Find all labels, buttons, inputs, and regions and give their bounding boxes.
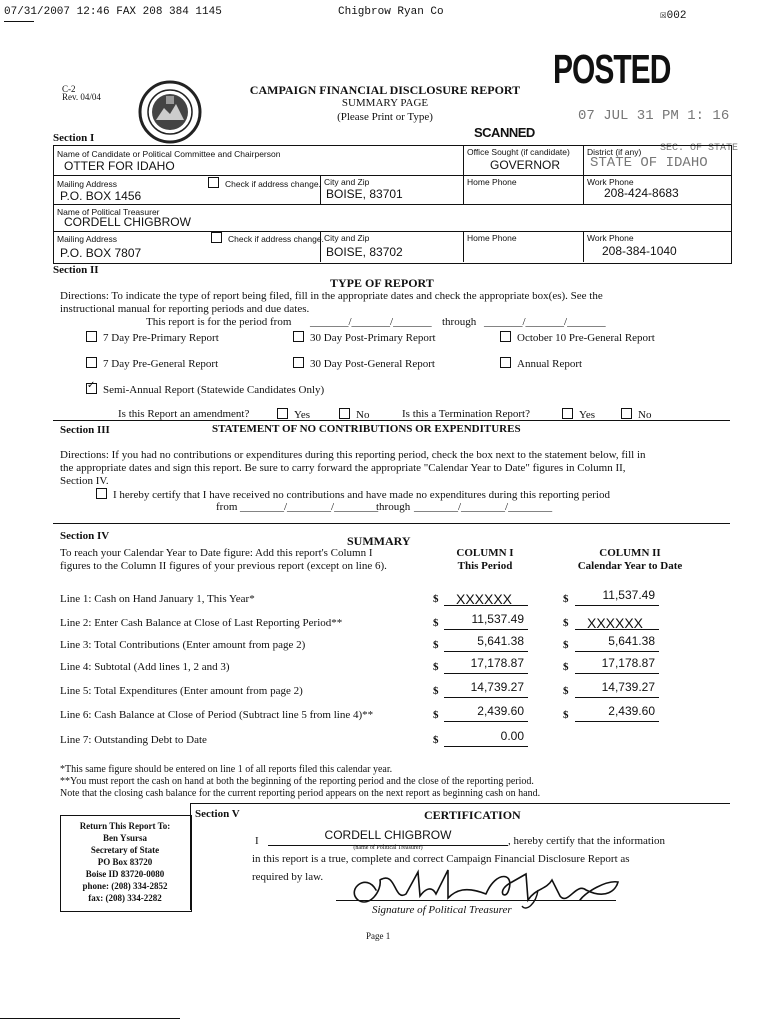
termination-yes[interactable]: Yes — [562, 408, 595, 421]
scanned-stamp: SCANNED — [474, 125, 535, 140]
mailing-value: P.O. BOX 1456 — [60, 189, 142, 203]
t-city-label: City and Zip — [324, 233, 370, 243]
option-semiannual[interactable]: ✓Semi-Annual Report (Statewide Candidates Only) — [86, 383, 324, 396]
t-work-phone-value: 208-384-1040 — [602, 244, 677, 258]
section5-title: CERTIFICATION — [424, 808, 521, 822]
col2-currency: $ — [563, 639, 569, 651]
summary-line-label: Line 7: Outstanding Debt to Date — [60, 734, 207, 746]
fax-page: ☒002 — [660, 10, 687, 22]
candidate-value: OTTER FOR IDAHO — [64, 159, 175, 173]
form-code: C-2 — [62, 84, 76, 94]
col1-value[interactable]: 0.00 — [500, 729, 524, 743]
col1-value[interactable]: 17,178.87 — [470, 656, 524, 670]
col1-value[interactable]: 11,537.49 — [471, 612, 524, 626]
treasurer-label: Name of Political Treasurer — [57, 207, 160, 217]
amendment-no[interactable]: No — [339, 408, 369, 421]
page-number: Page 1 — [366, 931, 391, 941]
col2-value[interactable]: 14,739.27 — [601, 680, 655, 694]
return-line-1: Secretary of State — [90, 845, 160, 855]
col2-title: COLUMN II — [599, 547, 661, 559]
col1-value[interactable]: XXXXXX — [455, 591, 513, 607]
mailing-label: Mailing Address — [57, 179, 118, 189]
col2-subtitle: Calendar Year to Date — [577, 560, 683, 572]
option-7day-pregeneral[interactable]: 7 Day Pre-General Report — [86, 357, 218, 370]
section2-title: TYPE OF REPORT — [330, 276, 434, 290]
cert-treasurer-name: CORDELL CHIGBROW — [324, 828, 452, 842]
col1-currency: $ — [433, 734, 439, 746]
t-city-value: BOISE, 83702 — [326, 245, 403, 259]
form-instruction: (Please Print or Type) — [337, 111, 433, 123]
period-from-date[interactable]: _______/_______/_______ — [310, 316, 432, 328]
cert-text2: in this report is a true, complete and correct Campaign Financial Disclosure Report as — [252, 853, 630, 865]
section4-heading: Section IV — [60, 530, 110, 542]
section2-heading: Section II — [53, 264, 99, 276]
amendment-question: Is this Report an amendment? — [118, 408, 250, 420]
idaho-seal — [138, 80, 202, 144]
col2-currency: $ — [563, 661, 569, 673]
col2-value[interactable]: 17,178.87 — [601, 656, 655, 670]
fax-datetime: 07/31/2007 12:46 FAX 208 384 1145 — [4, 6, 222, 18]
treasurer-value: CORDELL CHIGBROW — [64, 215, 191, 229]
return-line-4: phone: (208) 334-2852 — [82, 881, 168, 891]
city-value: BOISE, 83701 — [326, 187, 403, 201]
col2-value[interactable]: 11,537.49 — [602, 588, 655, 602]
address-change-check: Check if address change. — [208, 177, 321, 189]
posted-stamp: POSTED — [553, 48, 671, 93]
col2-value[interactable]: 2,439.60 — [608, 704, 655, 718]
no-activity-through-date[interactable]: ________/________/________ — [414, 501, 553, 513]
col1-currency: $ — [433, 617, 439, 629]
summary-line-label: Line 5: Total Expenditures (Enter amount from page 2) — [60, 685, 303, 697]
col1-currency: $ — [433, 639, 439, 651]
termination-question: Is this a Termination Report? — [402, 408, 530, 420]
option-30day-postprimary[interactable]: 30 Day Post-Primary Report — [293, 331, 436, 344]
signature-label: Signature of Political Treasurer — [372, 904, 512, 916]
note2: **You must report the cash on hand at both the beginning of the reporting period and the close of the reporting period. — [60, 776, 534, 787]
col1-currency: $ — [433, 685, 439, 697]
col2-currency: $ — [563, 709, 569, 721]
cert-text3: required by law. — [252, 871, 324, 883]
return-title: Return This Report To: — [79, 821, 171, 831]
option-oct10-pregeneral[interactable]: October 10 Pre-General Report — [500, 331, 655, 344]
section4-intro1: To reach your Calendar Year to Date figure: Add this report's Column I — [60, 547, 373, 559]
no-activity-from-label: from — [216, 501, 238, 513]
summary-line-label: Line 4: Subtotal (Add lines 1, 2 and 3) — [60, 661, 230, 673]
work-phone-label: Work Phone — [587, 177, 634, 187]
cert-name-label: (name of Political Treasurer) — [353, 845, 423, 851]
section3-directions3: Section IV. — [60, 475, 109, 487]
section3-heading: Section III — [60, 424, 110, 436]
period-through-date[interactable]: _______/_______/_______ — [484, 316, 606, 328]
t-work-phone-label: Work Phone — [587, 233, 634, 243]
col2-currency: $ — [563, 685, 569, 697]
t-mailing-label: Mailing Address — [57, 234, 118, 244]
termination-no[interactable]: No — [621, 408, 651, 421]
section4-title: SUMMARY — [347, 534, 411, 548]
return-line-2: PO Box 83720 — [97, 857, 153, 867]
candidate-label: Name of Candidate or Political Committee and Chairperson — [57, 149, 281, 159]
home-phone-label: Home Phone — [467, 177, 517, 187]
office-value: GOVERNOR — [490, 158, 561, 172]
col2-currency: $ — [563, 593, 569, 605]
summary-line-label: Line 2: Enter Cash Balance at Close of Last Reporting Period** — [60, 617, 343, 629]
section1-heading: Section I — [53, 132, 95, 144]
t-home-phone-label: Home Phone — [467, 233, 517, 243]
section4-intro2: figures to the Column II figures of your previous report (except on line 6). — [60, 560, 387, 572]
summary-line-label: Line 1: Cash on Hand January 1, This Year* — [60, 593, 255, 605]
no-activity-through-label: through — [376, 501, 411, 513]
section3-directions: Directions: If you had no contributions or expenditures during this reporting period, check the box next to the statement below, fill in — [60, 449, 646, 461]
t-address-change-check: Check if address change. — [211, 232, 324, 244]
section2-directions2: instructional manual for reporting periods and due dates. — [60, 303, 310, 315]
fax-company: Chigbrow Ryan Co — [338, 6, 444, 18]
return-line-3: Boise ID 83720-0080 — [85, 869, 165, 879]
received-date-stamp: 07 JUL 31 PM 1: 16 — [578, 108, 730, 124]
work-phone-value: 208-424-8683 — [604, 186, 679, 200]
note1: *This same figure should be entered on line 1 of all reports filed this calendar year. — [60, 764, 393, 775]
section5-heading: Section V — [195, 808, 240, 820]
state-of-idaho-stamp: STATE OF IDAHO — [590, 155, 708, 171]
note3: Note that the closing cash balance for the current reporting period appears on the next report as beginning cash on hand. — [60, 788, 541, 799]
no-activity-from-date[interactable]: ________/________/________ — [240, 501, 379, 513]
col1-value[interactable]: 5,641.38 — [477, 634, 524, 648]
t-mailing-value: P.O. BOX 7807 — [60, 246, 142, 260]
summary-line-label: Line 3: Total Contributions (Enter amount from page 2) — [60, 639, 306, 651]
form-rev: Rev. 04/04 — [62, 92, 101, 102]
col2-value[interactable]: 5,641.38 — [608, 634, 655, 648]
period-label: This report is for the period from — [146, 316, 292, 328]
form-title: CAMPAIGN FINANCIAL DISCLOSURE REPORT — [249, 83, 521, 97]
no-activity-certify[interactable]: I hereby certify that I have received no contributions and have made no expenditures during this reporting period — [96, 488, 610, 501]
col2-currency: $ — [563, 617, 569, 629]
city-label: City and Zip — [324, 177, 370, 187]
office-label: Office Sought (if candidate) — [467, 147, 570, 157]
col1-currency: $ — [433, 661, 439, 673]
section2-directions: Directions: To indicate the type of report being filed, fill in the appropriate dates and check the appropriate box(es). See the — [60, 290, 603, 302]
col1-title: COLUMN I — [456, 547, 514, 559]
cert-i: I — [255, 835, 259, 847]
col1-currency: $ — [433, 593, 439, 605]
section3-title: STATEMENT OF NO CONTRIBUTIONS OR EXPENDITURES — [212, 423, 521, 435]
period-through-label: through — [442, 316, 477, 328]
col2-value[interactable]: XXXXXX — [586, 615, 644, 631]
option-7day-preprimary[interactable]: 7 Day Pre-Primary Report — [86, 331, 219, 344]
col1-value[interactable]: 14,739.27 — [470, 680, 524, 694]
cert-text1: , hereby certify that the information — [508, 835, 665, 847]
option-annual[interactable]: Annual Report — [500, 357, 582, 370]
col1-value[interactable]: 2,439.60 — [477, 704, 524, 718]
return-line-5: fax: (208) 334-2282 — [88, 893, 162, 903]
col1-subtitle: This Period — [457, 560, 513, 572]
col1-currency: $ — [433, 709, 439, 721]
section3-directions2: the appropriate dates and sign this report. Be sure to carry forward the appropriate "Calendar Year to Date" figures in Column II, — [60, 462, 626, 474]
amendment-yes[interactable]: Yes — [277, 408, 310, 421]
district-label: District (if any) — [587, 147, 642, 157]
option-30day-postgeneral[interactable]: 30 Day Post-General Report — [293, 357, 435, 370]
form-subtitle: SUMMARY PAGE — [341, 97, 429, 109]
secretary-state-stamp: SEC. OF STATE — [660, 143, 739, 154]
return-line-0: Ben Ysursa — [103, 833, 147, 843]
summary-line-label: Line 6: Cash Balance at Close of Period (Subtract line 5 from line 4)** — [60, 709, 374, 721]
